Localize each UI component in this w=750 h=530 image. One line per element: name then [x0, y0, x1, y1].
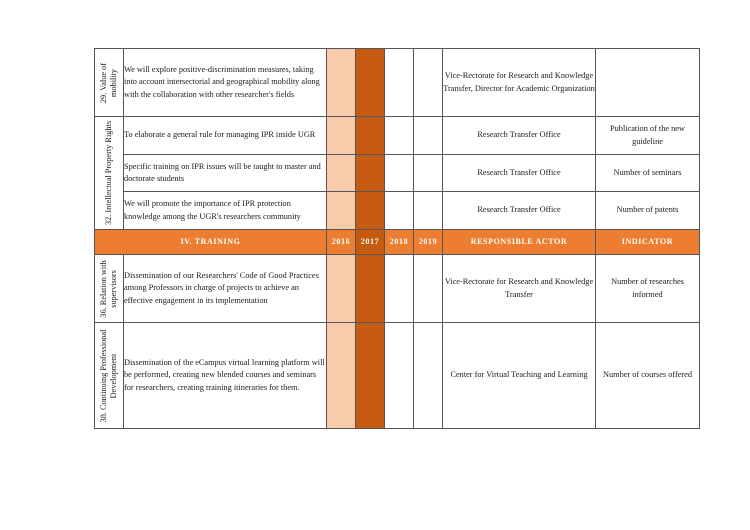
- responsible-actor-cell: Research Transfer Office: [443, 117, 596, 155]
- year-2019-cell: [414, 117, 443, 155]
- year-2016-cell: [327, 192, 356, 230]
- indicator-cell: Number of patents: [596, 192, 700, 230]
- indicator-cell: [596, 49, 700, 117]
- responsible-actor-cell: Research Transfer Office: [443, 192, 596, 230]
- description-cell: We will promote the importance of IPR protection knowledge among the UGR's researchers community: [124, 192, 327, 230]
- year-2018-cell: [385, 255, 414, 323]
- year-2016-cell: [327, 323, 356, 429]
- year-2019-cell: [414, 323, 443, 429]
- table-row: [95, 155, 700, 192]
- year-header-2017: 2017: [356, 230, 385, 255]
- group-label: 38. Continuing Professional Development: [99, 329, 118, 422]
- year-2016-cell: [327, 117, 356, 155]
- action-plan-table: [94, 48, 700, 429]
- responsible-actor-cell: Center for Virtual Teaching and Learning: [443, 323, 596, 429]
- year-header-2016: 2016: [327, 230, 356, 255]
- description-cell: To elaborate a general rule for managing IPR inside UGR: [124, 117, 327, 155]
- responsible-actor-cell: Vice-Rectorate for Research and Knowledge Transfer, Director for Academic Organization: [443, 49, 596, 117]
- year-2016-cell: [327, 255, 356, 323]
- year-header-2018: 2018: [385, 230, 414, 255]
- group-cell: [95, 255, 124, 323]
- year-2017-cell: [356, 117, 385, 155]
- group-label: 29. Value of mobility: [99, 62, 118, 103]
- indicator-cell: Number of researches informed: [596, 255, 700, 323]
- table-row: [95, 49, 700, 117]
- responsible-actor-cell: Vice-Rectorate for Research and Knowledge Transfer: [443, 255, 596, 323]
- group-cell: [95, 49, 124, 117]
- year-2017-cell: [356, 49, 385, 117]
- description-cell: We will explore positive-discrimination measures, taking into account intersectorial and geographical mobility along with the collaboration with other researcher's fields: [124, 49, 327, 117]
- year-2016-cell: [327, 49, 356, 117]
- year-2019-cell: [414, 49, 443, 117]
- group-label: 32. Intellectual Property Rights: [104, 120, 113, 226]
- indicator-header: INDICATOR: [596, 230, 700, 255]
- year-2017-cell: [356, 323, 385, 429]
- year-2019-cell: [414, 192, 443, 230]
- table-row: [95, 255, 700, 323]
- year-2019-cell: [414, 255, 443, 323]
- table-row: [95, 192, 700, 230]
- table-row: [95, 117, 700, 155]
- section-header-row: [95, 230, 700, 255]
- section-title: IV. TRAINING: [95, 230, 327, 255]
- indicator-cell: Publication of the new guideline: [596, 117, 700, 155]
- indicator-cell: Number of courses offered: [596, 323, 700, 429]
- year-header-2019: 2019: [414, 230, 443, 255]
- description-cell: Specific training on IPR issues will be taught to master and doctorate students: [124, 155, 327, 192]
- indicator-cell: Number of seminars: [596, 155, 700, 192]
- year-2018-cell: [385, 155, 414, 192]
- group-cell: [95, 117, 124, 230]
- year-2019-cell: [414, 155, 443, 192]
- responsible-actor-header: RESPONSIBLE ACTOR: [443, 230, 596, 255]
- description-cell: Dissemination of the eCampus virtual learning platform will be performed, creating new blended courses and seminars for researchers, creating training itineraries for them.: [124, 323, 327, 429]
- description-cell: Dissemination of our Researchers' Code of Good Practices among Professors in charge of projects to achieve an effective engagement in its implementation: [124, 255, 327, 323]
- responsible-actor-cell: Research Transfer Office: [443, 155, 596, 192]
- year-2018-cell: [385, 49, 414, 117]
- year-2018-cell: [385, 117, 414, 155]
- year-2016-cell: [327, 155, 356, 192]
- year-2017-cell: [356, 155, 385, 192]
- group-label: 36. Relation with supervisors: [99, 259, 118, 318]
- year-2018-cell: [385, 323, 414, 429]
- group-cell: [95, 323, 124, 429]
- table-row: [95, 323, 700, 429]
- year-2017-cell: [356, 255, 385, 323]
- year-2018-cell: [385, 192, 414, 230]
- year-2017-cell: [356, 192, 385, 230]
